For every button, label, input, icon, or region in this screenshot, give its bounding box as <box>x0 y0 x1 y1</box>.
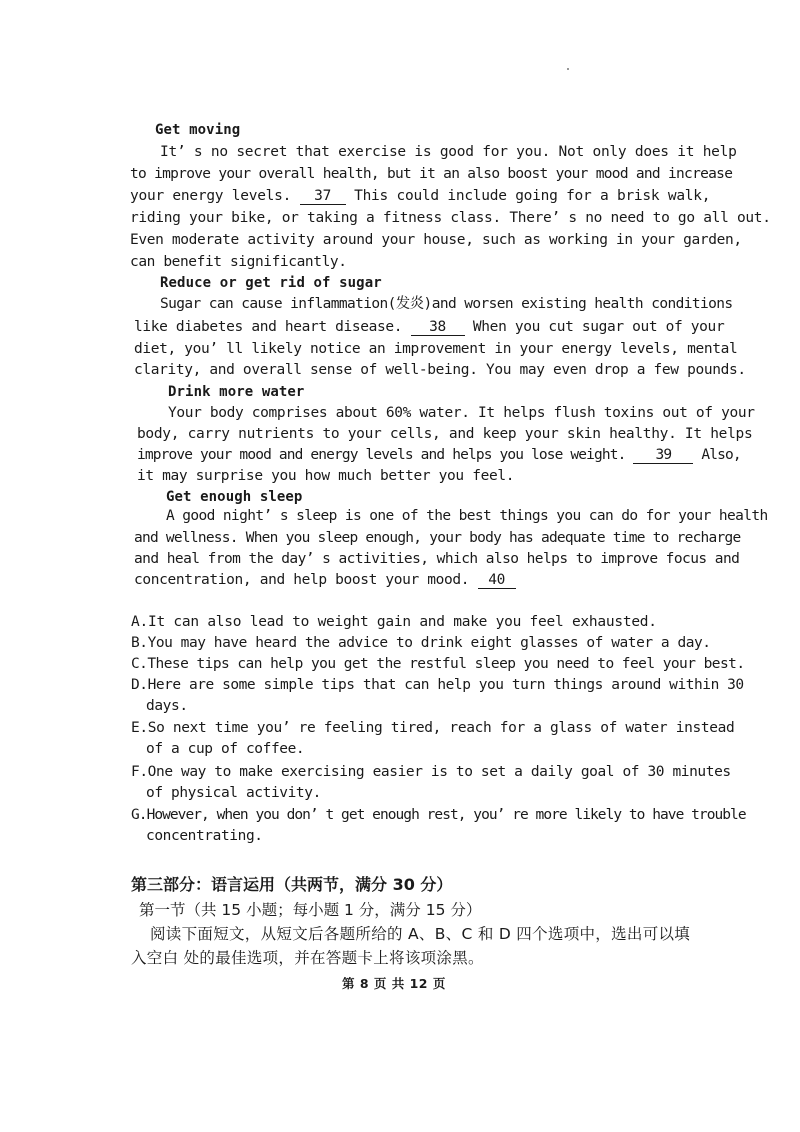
option-a <box>131 613 657 631</box>
passage-text: When you cut sugar out of your <box>464 319 725 335</box>
passage-text: Also, <box>693 447 741 463</box>
passage-line: clarity, and overall sense of well-being. You may even drop a few pounds. <box>134 362 746 378</box>
section-heading-drink-water: Drink more water <box>168 384 305 400</box>
passage-text: like diabetes and heart disease. <box>134 319 411 335</box>
blank-38: 38 <box>411 320 465 336</box>
passage-line: Your body comprises about 60% water. It helps flush toxins out of your <box>168 405 755 421</box>
option-g <box>131 806 746 824</box>
option-g-continued: concentrating. <box>146 828 263 844</box>
passage-line-with-blank <box>134 571 516 589</box>
option-text: It can also lead to weight gain and make you feel exhausted. <box>147 614 657 630</box>
passage-line: to improve your overall health, but it an also boost your mood and increase <box>130 166 733 182</box>
section-heading-sleep: Get enough sleep <box>166 489 303 505</box>
part3-instruction-line: 阅读下面短文，从短文后各题所给的 A、B、C 和 D 四个选项中，选出可以填 <box>150 925 691 943</box>
passage-line-with-blank <box>130 187 710 205</box>
option-letter: G. <box>131 807 147 823</box>
option-text: These tips can help you get the restful sleep you need to feel your best. <box>147 656 745 672</box>
passage-line-with-blank <box>137 446 741 464</box>
option-c <box>131 655 745 673</box>
option-letter: F. <box>131 764 148 780</box>
option-letter: D. <box>131 677 148 693</box>
blank-40: 40 <box>478 573 516 589</box>
part3-instruction-line: 入空白 处的最佳选项，并在答题卡上将该项涂黑。 <box>131 949 484 967</box>
passage-line: it may surprise you how much better you feel. <box>137 468 515 484</box>
option-d <box>131 676 744 694</box>
blank-39: 39 <box>633 448 693 464</box>
option-d-continued: days. <box>146 698 188 714</box>
option-letter: A. <box>131 614 148 630</box>
passage-line: riding your bike, or taking a fitness class. There’ s no need to go all out. <box>130 210 771 226</box>
passage-line: and heal from the day’ s activities, which also helps to improve focus and <box>134 551 740 567</box>
passage-line: Sugar can cause inflammation(发炎)and worsen existing health conditions <box>160 296 733 312</box>
option-f-continued: of physical activity. <box>146 785 321 801</box>
part3-section1: 第一节（共 15 小题；每小题 1 分，满分 15 分） <box>139 901 482 919</box>
part3-title: 第三部分：语言运用（共两节，满分 30 分） <box>131 875 453 894</box>
blank-37: 37 <box>300 189 346 205</box>
page-footer: 第 8 页 共 12 页 <box>342 976 446 991</box>
option-letter: E. <box>131 720 148 736</box>
passage-line: diet, you’ ll likely notice an improvement in your energy levels, mental <box>134 341 738 357</box>
passage-line: It’ s no secret that exercise is good for you. Not only does it help <box>160 144 737 160</box>
passage-text: This could include going for a brisk walk, <box>345 188 711 204</box>
passage-line: can benefit significantly. <box>130 254 347 270</box>
passage-line-with-blank <box>134 318 724 336</box>
section-heading-reduce-sugar: Reduce or get rid of sugar <box>160 275 382 291</box>
passage-text: improve your mood and energy levels and helps you lose weight. <box>137 447 634 463</box>
option-text: You may have heard the advice to drink eight glasses of water a day. <box>147 635 711 651</box>
scan-speck <box>567 68 569 70</box>
option-letter: B. <box>131 635 148 651</box>
option-e <box>131 719 734 737</box>
option-letter: C. <box>131 656 148 672</box>
passage-text: your energy levels. <box>130 188 300 204</box>
option-text: So next time you’ re feeling tired, reach for a glass of water instead <box>147 720 735 736</box>
passage-text: concentration, and help boost your mood. <box>134 572 478 588</box>
section-heading-get-moving: Get moving <box>155 122 241 138</box>
option-text: Here are some simple tips that can help you turn things around within 30 <box>147 677 744 693</box>
passage-line: Even moderate activity around your house, such as working in your garden, <box>130 232 742 248</box>
passage-line: and wellness. When you sleep enough, your body has adequate time to recharge <box>134 530 741 546</box>
passage-line: body, carry nutrients to your cells, and keep your skin healthy. It helps <box>137 426 753 442</box>
option-e-continued: of a cup of coffee. <box>146 741 305 757</box>
option-b <box>131 634 711 652</box>
passage-line: A good night’ s sleep is one of the best things you can do for your health <box>166 508 768 524</box>
option-text: One way to make exercising easier is to set a daily goal of 30 minutes <box>147 764 731 780</box>
option-text: However, when you don’ t get enough rest, you’ re more likely to have trouble <box>146 807 746 823</box>
option-f <box>131 763 731 781</box>
